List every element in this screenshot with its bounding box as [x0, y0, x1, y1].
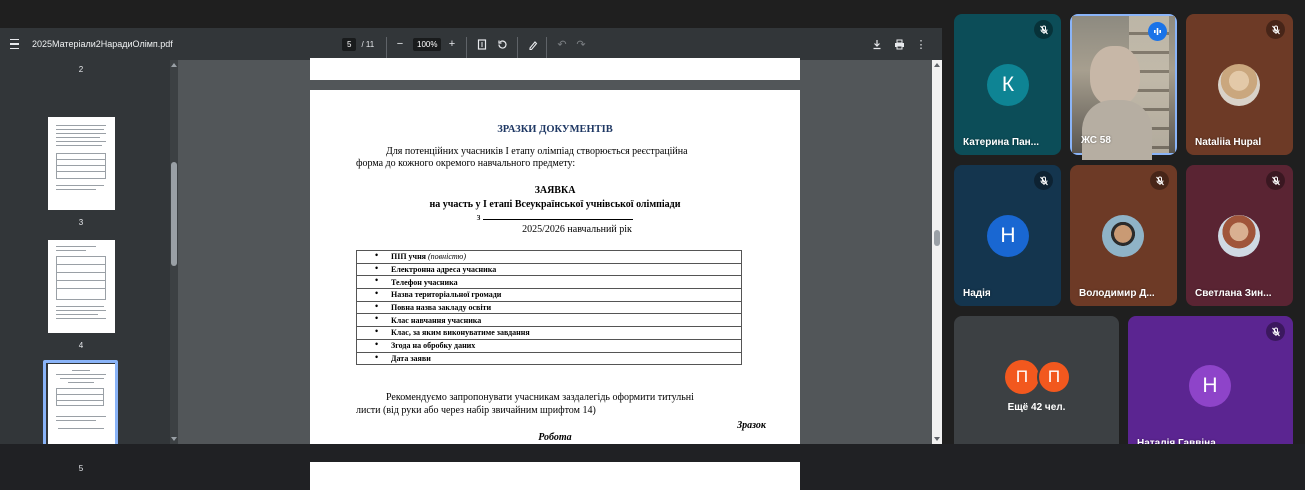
pdf-viewer	[0, 28, 942, 473]
fit-page-icon[interactable]	[475, 28, 489, 60]
participant-name: ЖС 58	[1081, 135, 1111, 146]
avatar: Н	[1189, 365, 1231, 407]
mic-off-icon	[1266, 20, 1285, 39]
more-options-icon[interactable]: ⋮	[915, 38, 927, 51]
table-row	[357, 339, 742, 352]
speaking-indicator-icon	[1148, 22, 1167, 41]
table-row	[357, 327, 742, 340]
row-note: (повністю)	[428, 252, 466, 262]
table-cell	[357, 339, 742, 352]
participant-name: Светлана Зин...	[1195, 288, 1272, 299]
thumbnail-sidebar	[0, 60, 178, 473]
table-row	[357, 352, 742, 365]
avatar: Н	[987, 215, 1029, 257]
page-indicator	[342, 28, 374, 60]
annotate-icon[interactable]	[526, 28, 540, 60]
page-total: / 11	[361, 39, 375, 49]
table-cell	[357, 327, 742, 340]
table-row	[357, 263, 742, 276]
participant-photo	[1102, 215, 1144, 257]
avatar: П	[1005, 360, 1039, 394]
thumbnail-label: 2	[78, 65, 84, 74]
zoom-out-button[interactable]: −	[396, 38, 404, 50]
zoom-in-button[interactable]: +	[448, 38, 456, 50]
pdf-title: 2025Матеріали2НарадиОлімп.pdf	[32, 39, 173, 49]
table-row	[357, 301, 742, 314]
bottom-bar	[0, 444, 1305, 462]
thumbnail-page-3[interactable]	[48, 117, 115, 210]
application-subtitle: на участь у І етапі Всеукраїнської учнівської олімпіади	[429, 199, 681, 210]
print-icon[interactable]	[892, 28, 906, 60]
participant-name: Надія	[963, 288, 991, 299]
row-text: ПІП учня	[391, 252, 429, 262]
academic-year: 2025/2026 навчальний рік	[522, 224, 632, 235]
table-row	[357, 276, 742, 289]
zoom-level	[413, 28, 441, 60]
undo-icon[interactable]: ↶	[557, 38, 567, 51]
mic-off-icon	[1266, 322, 1285, 341]
sample-label: Зразок	[737, 420, 766, 431]
download-icon[interactable]	[870, 28, 884, 60]
doc-intro-line-2: форма до кожного окремого навчального предмету:	[356, 158, 576, 169]
recommendation-line-2: листи (від руки або через набір звичайним шрифтом 14)	[356, 405, 596, 416]
avatar: П	[1037, 360, 1071, 394]
table-cell	[357, 276, 742, 289]
participant-tile-active[interactable]	[1070, 14, 1177, 155]
participant-tile[interactable]	[954, 14, 1061, 155]
pdf-toolbar	[0, 28, 942, 60]
more-participants-tile[interactable]	[954, 316, 1119, 456]
row-text: Клас навчання учасника	[391, 315, 482, 325]
table-cell	[357, 263, 742, 276]
row-text: Клас, за яким виконуватиме завдання	[391, 328, 530, 338]
menu-icon[interactable]	[8, 28, 20, 60]
row-text: Згода на обробку даних	[391, 341, 476, 351]
thumbnail-scrollbar[interactable]	[170, 60, 178, 444]
participant-tile[interactable]	[1128, 316, 1293, 456]
thumbnail-label: 4	[78, 341, 84, 350]
row-text: Назва територіальної громади	[391, 290, 502, 300]
previous-page	[310, 58, 800, 80]
table-cell	[357, 314, 742, 327]
mic-off-icon	[1266, 171, 1285, 190]
doc-heading: ЗРАЗКИ ДОКУМЕНТІВ	[497, 124, 613, 135]
row-text: Електронна адреса учасника	[391, 265, 497, 275]
document-area	[178, 60, 932, 444]
work-label: Робота	[538, 432, 572, 443]
table-cell	[357, 301, 742, 314]
participant-name: Володимир Д...	[1079, 288, 1155, 299]
redo-icon[interactable]: ↷	[576, 38, 586, 51]
participant-photo	[1218, 64, 1260, 106]
participant-photo	[1218, 215, 1260, 257]
mic-off-icon	[1150, 171, 1169, 190]
participant-tile[interactable]	[1070, 165, 1177, 306]
participant-tile[interactable]	[954, 165, 1061, 306]
row-text: Телефон учасника	[391, 277, 458, 287]
mic-off-icon	[1034, 20, 1053, 39]
mic-off-icon	[1034, 171, 1053, 190]
table-cell	[357, 289, 742, 302]
application-title: ЗАЯВКА	[534, 185, 576, 196]
zoom-input[interactable]: 100%	[413, 38, 441, 51]
row-text: Дата заяви	[391, 353, 431, 363]
thumbnail-label: 3	[78, 218, 84, 227]
table-cell	[357, 251, 742, 264]
table-row	[357, 289, 742, 302]
doc-intro-line-1: Для потенційних учасників І етапу олімпіад створюється реєстраційна	[386, 146, 688, 157]
registration-table	[356, 250, 742, 365]
table-cell	[357, 352, 742, 365]
participant-tile[interactable]	[1186, 14, 1293, 155]
document-scrollbar[interactable]	[932, 60, 942, 444]
recommendation-line-1: Рекомендуємо запропонувати учасникам заздалегідь оформити титульні	[386, 392, 694, 403]
thumbnail-page-4[interactable]	[48, 240, 115, 333]
table-row	[357, 314, 742, 327]
participant-tile[interactable]	[1186, 165, 1293, 306]
thumbnail-label: 5	[78, 464, 84, 473]
application-from: з	[310, 212, 800, 223]
current-page	[310, 90, 800, 490]
page-number-input[interactable]: 5	[342, 38, 356, 51]
participant-name: Катерина Пан...	[963, 137, 1040, 148]
table-row	[357, 251, 742, 264]
participant-name: Nataliia Hupal	[1195, 137, 1262, 148]
more-participants-label: Ещё 42 чел.	[1007, 402, 1066, 413]
rotate-icon[interactable]	[495, 28, 509, 60]
avatar: К	[987, 64, 1029, 106]
row-text: Повна назва закладу освіти	[391, 303, 492, 313]
